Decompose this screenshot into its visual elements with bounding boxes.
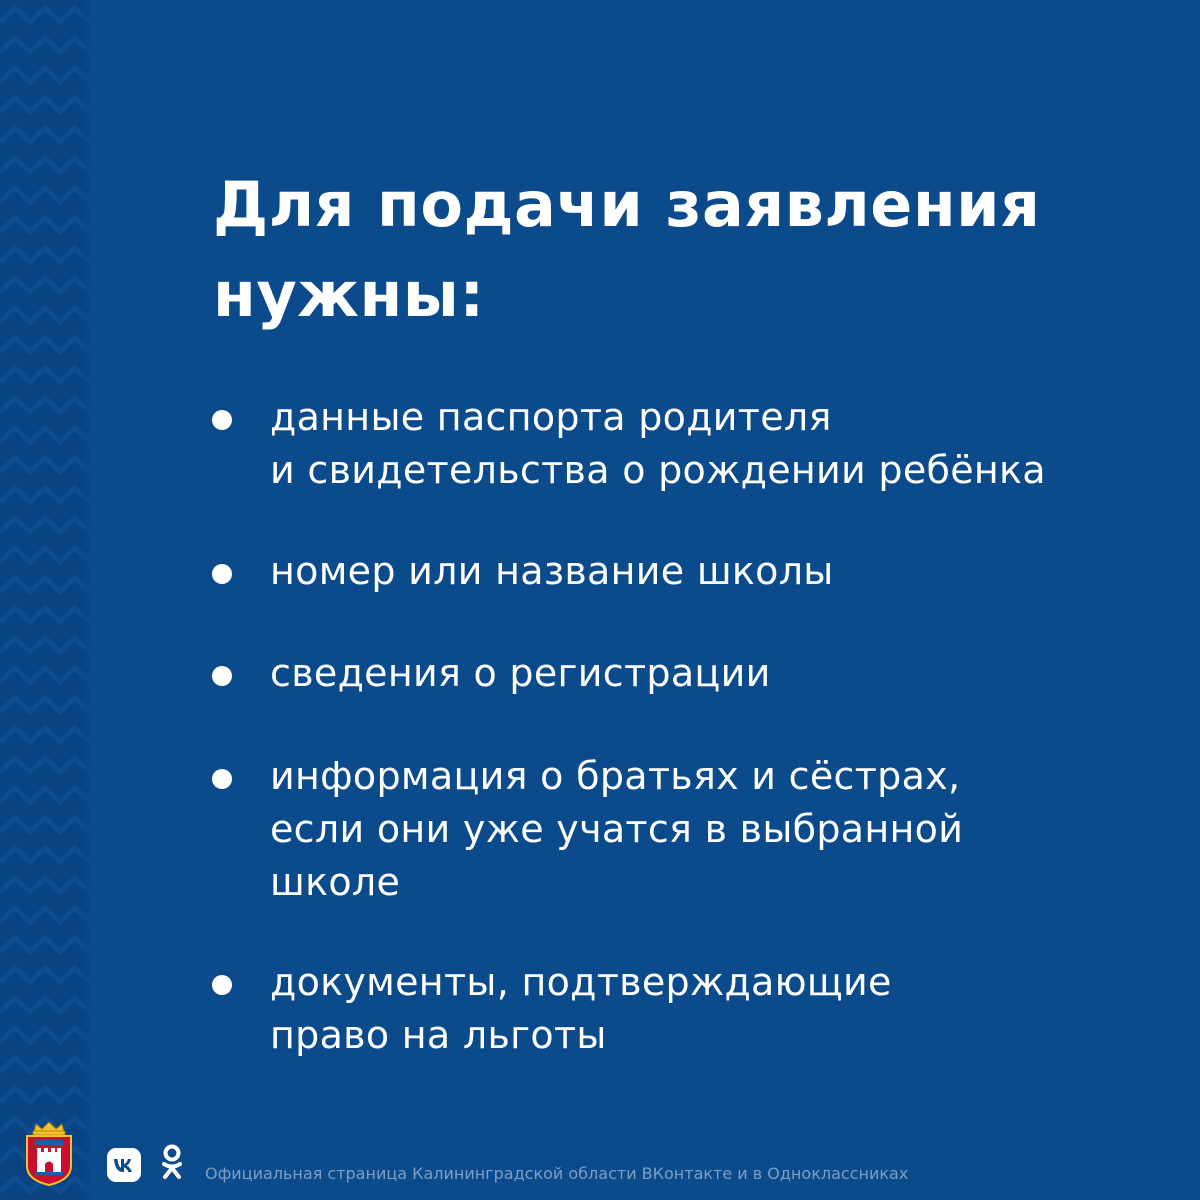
bullet-icon	[212, 564, 232, 584]
bullet-icon	[212, 410, 232, 430]
footer-caption: Официальная страница Калининградской области ВКонтакте и в Одноклассниках	[205, 1164, 909, 1183]
list-item-text: информация о братьях и сёстрах, если они уже учатся в выбранной школе	[270, 754, 964, 904]
list-item-text: сведения о регистрации	[270, 651, 771, 695]
title-line-2: нужны:	[213, 258, 485, 331]
kaliningrad-coat-of-arms-icon	[22, 1122, 76, 1190]
zigzag-pattern	[0, 0, 90, 1200]
list-item-text: документы, подтверждающие право на льготы	[270, 960, 892, 1057]
bullet-icon	[212, 975, 232, 995]
decorative-pattern-strip	[0, 0, 90, 1200]
list-item-text: номер или название школы	[270, 549, 834, 593]
vk-icon[interactable]	[107, 1148, 141, 1182]
bullet-icon	[212, 666, 232, 686]
bullet-icon	[212, 769, 232, 789]
title-line-1: Для подачи заявления	[213, 168, 1041, 241]
odnoklassniki-icon[interactable]	[160, 1144, 184, 1188]
list-item-text: данные паспорта родителя и свидетельства о рождении ребёнка	[270, 395, 1046, 492]
requirements-list	[212, 0, 1172, 1200]
